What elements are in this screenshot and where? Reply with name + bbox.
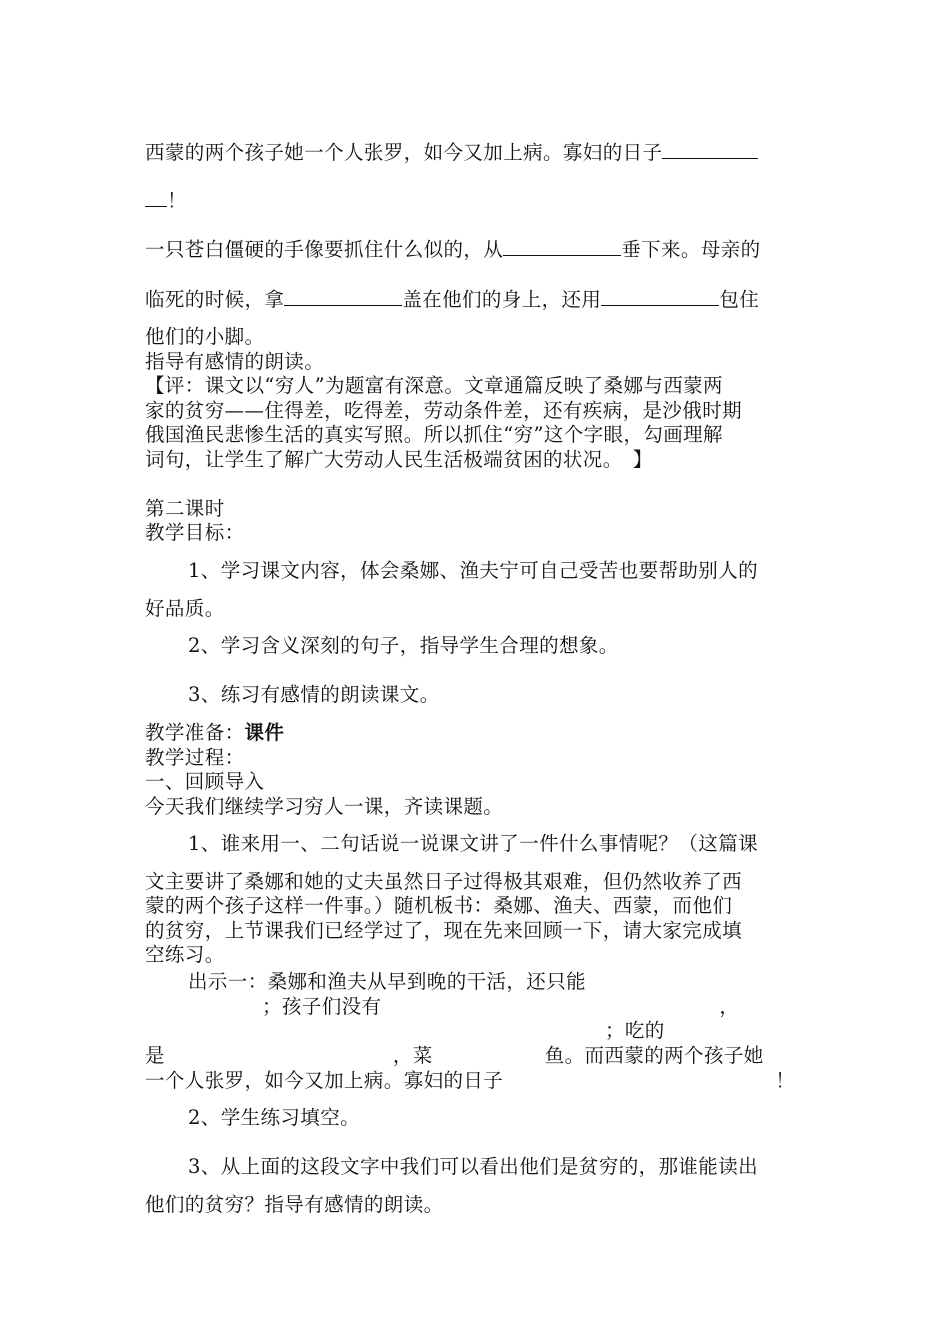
text-line: 的贫穷，上节课我们已经学过了，现在先来回顾一下，请大家完成填 bbox=[145, 919, 743, 942]
comment-line: 俄国渔民悲惨生活的真实写照。所以抓住“穷”这个字眼，勾画理解 bbox=[145, 423, 723, 446]
text: 鱼。而西蒙的两个孩子她 bbox=[544, 1044, 764, 1067]
text: ！ bbox=[775, 1069, 796, 1092]
heading: 教学过程： bbox=[145, 746, 245, 769]
text-line bbox=[145, 287, 759, 312]
exercise-line: 出示一：桑娜和渔夫从早到晚的干活，还只能 bbox=[188, 970, 587, 993]
text: ， bbox=[719, 995, 740, 1018]
text: 是 bbox=[145, 1044, 165, 1067]
exercise-line bbox=[145, 1069, 795, 1093]
comment-line: 词句，让学生了解广大劳动人民生活极端贫困的状况。 】 bbox=[145, 448, 653, 471]
text-line: 蒙的两个孩子这样一件事。）随机板书：桑娜、渔夫、西蒙，而他们 bbox=[145, 894, 733, 917]
text: ，菜 bbox=[392, 1044, 433, 1067]
prep-value: 课件 bbox=[244, 721, 285, 744]
comment-line: 【评：课文以“穷人”为题富有深意。文章通篇反映了桑娜与西蒙两 bbox=[145, 374, 723, 397]
objective-item: 2、学习含义深刻的句子，指导学生合理的想象。 bbox=[188, 634, 619, 657]
text-line: 1、谁来用一、二句话说一说课文讲了一件什么事情呢？（这篇课 bbox=[188, 832, 759, 855]
text-line: 他们的贫穷？指导有感情的朗读。 bbox=[145, 1193, 444, 1216]
text-line: 今天我们继续学习穷人一课，齐读课题。 bbox=[145, 795, 504, 818]
text: ；孩子们没有 bbox=[262, 995, 382, 1018]
fill-blank bbox=[284, 287, 402, 306]
exercise-line bbox=[145, 1044, 764, 1068]
text-line bbox=[145, 237, 761, 262]
text: 盖在他们的身上，还用 bbox=[402, 288, 602, 311]
section-heading: 第二课时 bbox=[145, 497, 225, 520]
text-line: 文主要讲了桑娜和她的丈夫虽然日子过得极其艰难，但仍然收养了西 bbox=[145, 870, 743, 893]
fill-blank bbox=[145, 188, 167, 207]
text-line: 好品质。 bbox=[145, 597, 225, 620]
fill-blank bbox=[601, 287, 719, 306]
heading bbox=[145, 721, 284, 745]
text: 一只苍白僵硬的手像要抓住什么似的，从 bbox=[145, 238, 504, 261]
objective-item: 3、练习有感情的朗读课文。 bbox=[188, 683, 440, 706]
label: 教学准备： bbox=[145, 721, 245, 744]
heading: 教学目标： bbox=[145, 521, 245, 544]
text: 一个人张罗，如今又加上病。寡妇的日子 bbox=[145, 1069, 504, 1092]
objective-item: 1、学习课文内容，体会桑娜、渔夫宁可自己受苦也要帮助别人的 bbox=[188, 559, 759, 582]
text: 垂下来。母亲的 bbox=[621, 238, 761, 261]
text-line: 他们的小脚。 bbox=[145, 325, 265, 348]
subheading: 一、回顾导入 bbox=[145, 770, 265, 793]
comment-line: 家的贫穷——住得差，吃得差，劳动条件差，还有疾病，是沙俄时期 bbox=[145, 399, 743, 422]
fill-blank bbox=[662, 140, 758, 159]
text: 临死的时候，拿 bbox=[145, 288, 285, 311]
text: 西蒙的两个孩子她一个人张罗，如今又加上病。寡妇的日子 bbox=[145, 141, 663, 164]
text: 包住 bbox=[719, 288, 760, 311]
text-line: 指导有感情的朗读。 bbox=[145, 350, 325, 373]
fill-blank bbox=[503, 237, 621, 256]
exercise-line bbox=[262, 995, 739, 1019]
text-line: 2、学生练习填空。 bbox=[188, 1106, 361, 1129]
text-line: 空练习。 bbox=[145, 943, 225, 966]
text: ！ bbox=[167, 189, 187, 212]
text-line bbox=[145, 188, 187, 213]
text-line: 3、从上面的这段文字中我们可以看出他们是贫穷的，那谁能读出 bbox=[188, 1155, 759, 1178]
text-line bbox=[145, 140, 758, 165]
exercise-line: ；吃的 bbox=[605, 1019, 665, 1042]
